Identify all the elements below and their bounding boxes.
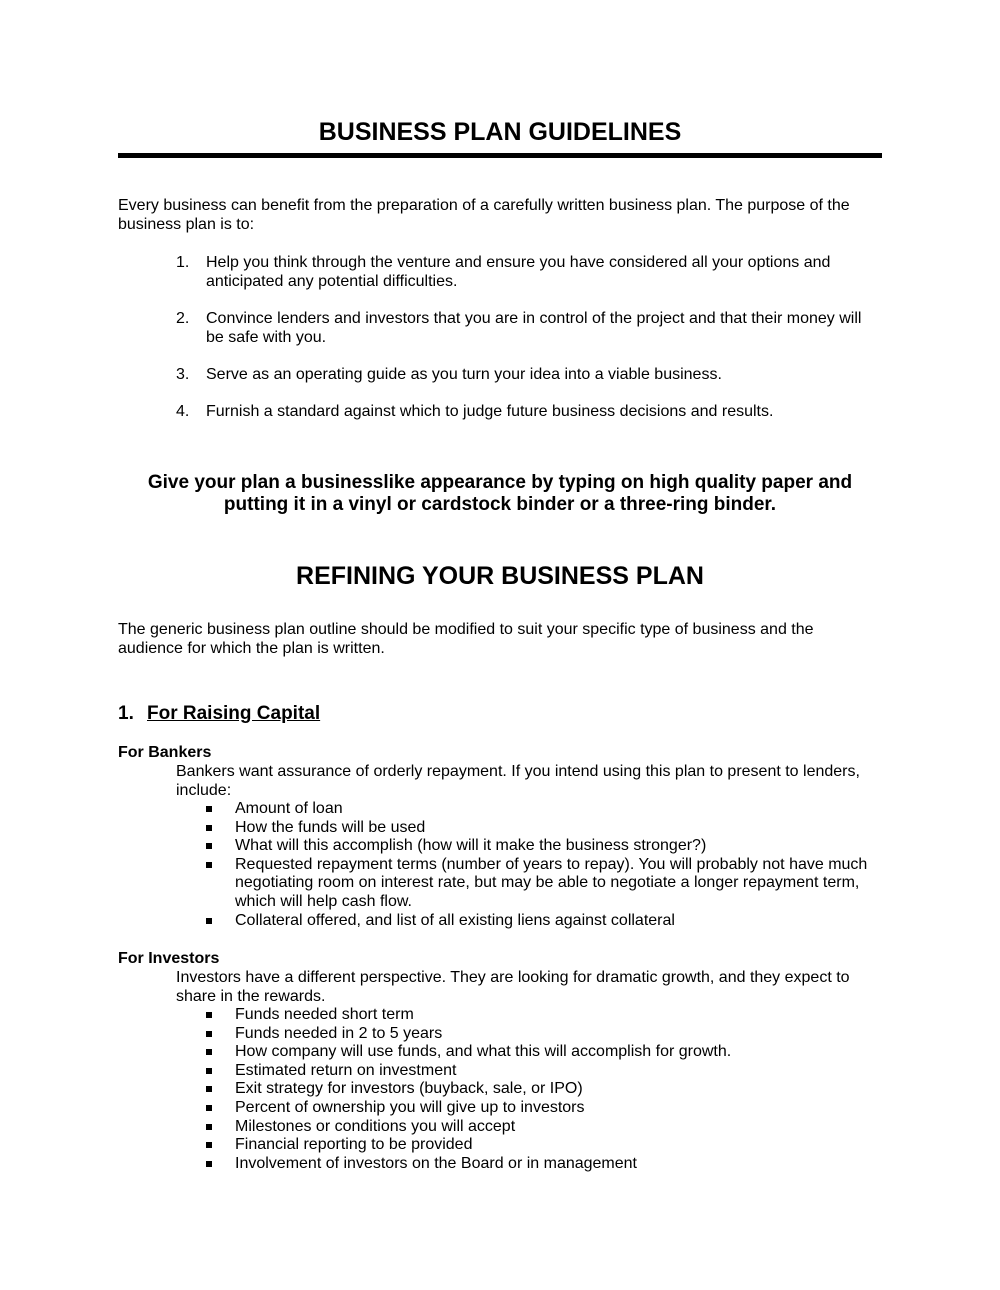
investors-heading: For Investors [118,950,220,967]
investors-list [176,1006,882,1173]
list-item: How the funds will be used [176,819,882,838]
title-underline-rule [118,153,882,158]
list-item: Estimated return on investment [176,1062,882,1081]
square-bullet-icon [206,862,212,868]
square-bullet-icon [206,843,212,849]
purpose-number: 3. [176,366,190,383]
purpose-item [118,253,882,291]
bankers-list [176,800,882,930]
square-bullet-icon [206,1086,212,1092]
purpose-number: 1. [176,254,190,271]
list-item: Requested repayment terms (number of years to repay). You will probably not have much negotiating room on interest rate, but may be able to negotiate a longer repayment term, which will help cash flow. [176,856,882,912]
square-bullet-icon [206,1105,212,1111]
list-item: Amount of loan [176,800,882,819]
purpose-text: Furnish a standard against which to judge future business decisions and results. [206,403,774,420]
purpose-item [118,402,882,421]
binder-callout: Give your plan a businesslike appearance by typing on high quality paper and putting it in a vinyl or cardstock binder or a three-ring binder. [147,472,853,515]
square-bullet-icon [206,1031,212,1037]
list-item: Funds needed in 2 to 5 years [176,1025,882,1044]
square-bullet-icon [206,1068,212,1074]
list-item: Funds needed short term [176,1006,882,1025]
purpose-number: 4. [176,403,190,420]
square-bullet-icon [206,1012,212,1018]
square-bullet-icon [206,825,212,831]
list-item: Milestones or conditions you will accept [176,1118,882,1137]
list-item: Financial reporting to be provided [176,1136,882,1155]
list-item: Involvement of investors on the Board or in management [176,1155,882,1174]
purpose-text: Help you think through the venture and ensure you have considered all your options and anticipated any potential difficulties. [206,254,831,290]
subsection-number: 1. [118,703,134,724]
list-item: Collateral offered, and list of all existing liens against collateral [176,912,882,931]
list-item: How company will use funds, and what this will accomplish for growth. [176,1043,882,1062]
purpose-list [118,253,882,439]
purpose-item [118,309,882,347]
purpose-text: Convince lenders and investors that you are in control of the project and that their money will be safe with you. [206,310,862,346]
investors-section [176,968,882,1173]
square-bullet-icon [206,1049,212,1055]
list-item: What will this accomplish (how will it make the business stronger?) [176,837,882,856]
subsection-title: For Raising Capital [147,703,321,724]
refining-intro-paragraph: The generic business plan outline should be modified to suit your specific type of business and the audience for which the plan is written. [118,621,814,657]
list-item: Percent of ownership you will give up to investors [176,1099,882,1118]
intro-paragraph: Every business can benefit from the preparation of a carefully written business plan. The purpose of the business plan is to: [118,197,850,233]
list-item: Exit strategy for investors (buyback, sale, or IPO) [176,1080,882,1099]
bankers-heading: For Bankers [118,744,212,761]
document-title: BUSINESS PLAN GUIDELINES [318,118,682,146]
bankers-section [176,762,882,930]
investors-intro: Investors have a different perspective. They are looking for dramatic growth, and they expect to share in the rewards. [176,969,850,1005]
square-bullet-icon [206,1124,212,1130]
square-bullet-icon [206,1142,212,1148]
bankers-intro: Bankers want assurance of orderly repayment. If you intend using this plan to present to lenders, include: [176,763,860,799]
square-bullet-icon [206,806,212,812]
purpose-number: 2. [176,310,190,327]
square-bullet-icon [206,918,212,924]
square-bullet-icon [206,1161,212,1167]
purpose-text: Serve as an operating guide as you turn your idea into a viable business. [206,366,722,383]
section-title-refining: REFINING YOUR BUSINESS PLAN [296,562,704,590]
subsection-heading-raising-capital [118,702,320,726]
purpose-item [118,365,882,384]
